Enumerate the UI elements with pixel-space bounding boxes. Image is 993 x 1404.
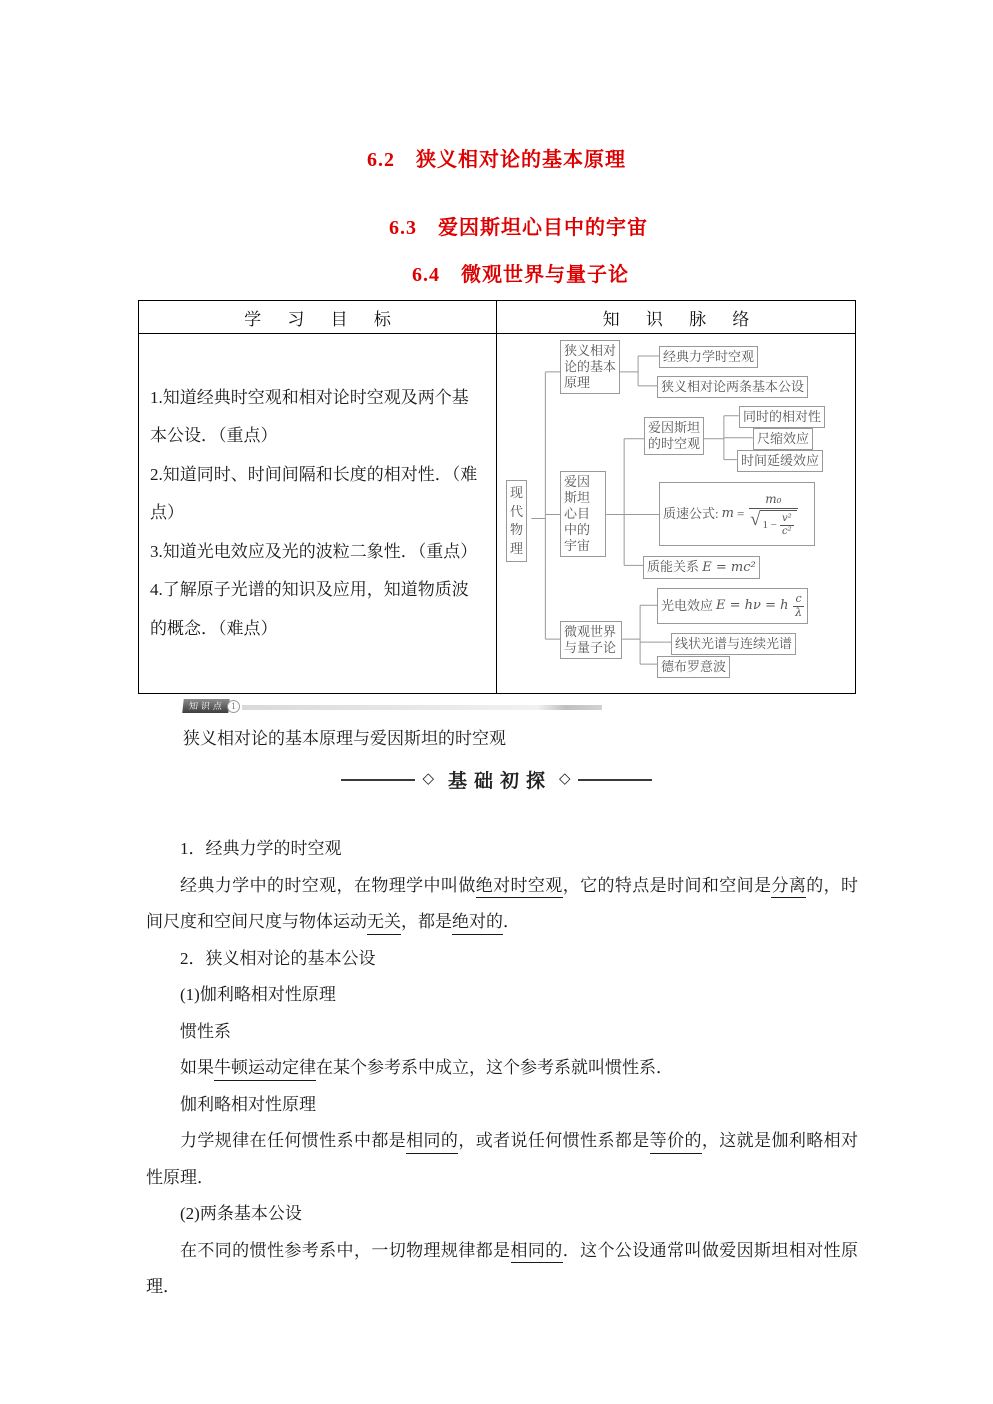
text-segment: (2)两条基本公设 bbox=[180, 1204, 302, 1223]
text-segment: 惯性系 bbox=[180, 1021, 231, 1041]
objective-item: 3.知道光电效应及光的波粒二象性．（重点） bbox=[150, 541, 478, 561]
node-relativity-of-simultaneity: 同时的相对性 bbox=[739, 406, 825, 428]
divider-label: 基础初探 bbox=[447, 771, 552, 792]
node-special-relativity-principles: 狭义相对论的基本原理 bbox=[560, 340, 620, 394]
paragraph bbox=[146, 1050, 858, 1087]
formula-part: 1 − bbox=[762, 519, 778, 531]
formula-part: = bbox=[736, 506, 745, 521]
formula-inner-fraction bbox=[780, 513, 794, 537]
objective-item: 2.知道同时、时间间隔和长度的相对性．（难点） bbox=[150, 464, 478, 523]
node-photoelectric-effect bbox=[657, 588, 808, 624]
learning-goals-header: 学 习 目 标 bbox=[139, 301, 497, 334]
section-heading-6-4: 6.4 微观世界与量子论 bbox=[412, 264, 629, 286]
knowledge-map-cell bbox=[497, 334, 855, 693]
divider-line-left bbox=[341, 779, 415, 781]
paragraph bbox=[146, 1123, 858, 1196]
paragraph bbox=[146, 1014, 858, 1051]
formula-radicand bbox=[760, 510, 797, 537]
body-content bbox=[146, 831, 858, 1306]
formula-part: c² bbox=[782, 525, 792, 537]
radical-icon: √ bbox=[750, 509, 761, 530]
underlined-term: 相同的 bbox=[511, 1241, 563, 1264]
text-segment: 如果 bbox=[180, 1058, 214, 1077]
section-heading-6-2: 6.2 狭义相对论的基本原理 bbox=[367, 149, 626, 171]
underlined-term: 牛顿运动定律 bbox=[214, 1058, 316, 1081]
formula-label: 光电效应 bbox=[661, 598, 714, 613]
node-classical-spacetime: 经典力学时空观 bbox=[659, 346, 758, 368]
diamond-icon: ◇ bbox=[559, 771, 571, 787]
text-segment: 经典力学中的时空观，在物理学中叫做 bbox=[180, 875, 476, 895]
text-segment: 2．狭义相对论的基本公设 bbox=[180, 948, 376, 968]
underlined-term: 相同的 bbox=[406, 1131, 458, 1154]
text-segment: 在不同的惯性参考系中，一切物理规律都是 bbox=[180, 1240, 511, 1260]
text-segment: ，都是 bbox=[401, 912, 452, 931]
text-segment: ．这个公设通常叫做爱因斯坦相对性原理． bbox=[146, 1240, 859, 1296]
formula-part: λ bbox=[795, 605, 803, 619]
underlined-term: 绝对的 bbox=[452, 912, 503, 935]
objective-item: 4.了解原子光谱的知识及应用，知道物质波的概念．（难点） bbox=[150, 580, 469, 638]
formula-part: m bbox=[721, 506, 734, 521]
formula-label: 质速公式: bbox=[663, 506, 719, 521]
node-two-basic-postulates: 狭义相对论两条基本公设 bbox=[657, 376, 808, 398]
paragraph bbox=[146, 977, 858, 1014]
text-segment: ，这就是伽利略相对性原理． bbox=[146, 1131, 859, 1187]
formula-part: E = mc² bbox=[702, 560, 756, 575]
objective-item: 1.知道经典时空观和相对论时空观及两个基本公设．（重点） bbox=[150, 387, 469, 446]
divider-line-right bbox=[578, 779, 652, 781]
text-segment: ，或者说任何惯性系都是 bbox=[458, 1131, 650, 1150]
knowledge-map-header: 知 识 脉 络 bbox=[497, 301, 855, 334]
node-de-broglie-wave: 德布罗意波 bbox=[657, 656, 730, 678]
underlined-term: 等价的 bbox=[650, 1131, 702, 1154]
text-segment: 的，时间尺度和空间尺度与物体运动 bbox=[146, 875, 859, 931]
paragraph bbox=[146, 831, 858, 868]
node-mass-velocity-formula bbox=[659, 482, 815, 546]
node-einstein-universe: 爱因斯坦心目中的宇宙 bbox=[560, 471, 606, 557]
learning-goals-cell bbox=[139, 334, 497, 693]
paragraph bbox=[146, 1233, 858, 1306]
text-segment: ，它的特点是时间和空间是 bbox=[562, 875, 772, 895]
knowledge-point-header bbox=[183, 698, 602, 714]
node-einstein-spacetime-view: 爱因斯坦的时空观 bbox=[644, 417, 704, 455]
paragraph bbox=[146, 868, 858, 941]
formula-denominator bbox=[750, 509, 797, 537]
text-segment: 1．经典力学的时空观 bbox=[180, 839, 342, 858]
text-segment: 力学规律在任何惯性系中都是 bbox=[180, 1131, 407, 1150]
node-modern-physics: 现代物理 bbox=[506, 480, 527, 562]
knowledge-point-title: 狭义相对论的基本原理与爱因斯坦的时空观 bbox=[183, 729, 506, 748]
summary-table bbox=[138, 300, 856, 694]
text-segment: (1)伽利略相对性原理 bbox=[180, 985, 336, 1004]
node-time-dilation: 时间延缓效应 bbox=[737, 450, 823, 472]
paragraph bbox=[146, 1087, 858, 1124]
node-length-contraction: 尺缩效应 bbox=[753, 428, 813, 450]
knowledge-point-badge: 知识点 bbox=[182, 699, 229, 713]
section-heading-6-3: 6.3 爱因斯坦心目中的宇宙 bbox=[389, 217, 648, 239]
node-mass-energy-relation bbox=[643, 556, 760, 579]
formula-part: c bbox=[795, 591, 802, 605]
text-segment: 伽利略相对性原理 bbox=[180, 1094, 316, 1114]
formula-label: 质能关系 bbox=[647, 559, 700, 574]
formula-inner-fraction bbox=[793, 593, 803, 619]
section-divider bbox=[0, 766, 993, 793]
badge-number-circle: 1 bbox=[227, 700, 240, 713]
paragraph bbox=[146, 941, 858, 978]
node-micro-world-quantum: 微观世界与量子论 bbox=[560, 621, 622, 659]
formula-fraction bbox=[749, 491, 797, 537]
underlined-term: 分离 bbox=[771, 876, 806, 899]
formula-numerator: m₀ bbox=[749, 491, 797, 509]
underlined-term: 无关 bbox=[367, 912, 401, 935]
text-segment: 在某个参考系中成立，这个参考系就叫惯性系． bbox=[316, 1058, 673, 1077]
formula-part: E = hν = h bbox=[716, 598, 789, 613]
text-segment: ． bbox=[503, 912, 520, 931]
badge-gradient-bar bbox=[242, 705, 602, 710]
diamond-icon: ◇ bbox=[422, 771, 434, 787]
paragraph bbox=[146, 1196, 858, 1233]
formula-part: v² bbox=[782, 513, 792, 524]
underlined-term: 绝对时空观 bbox=[476, 876, 563, 899]
node-line-continuous-spectra: 线状光谱与连续光谱 bbox=[671, 633, 796, 655]
